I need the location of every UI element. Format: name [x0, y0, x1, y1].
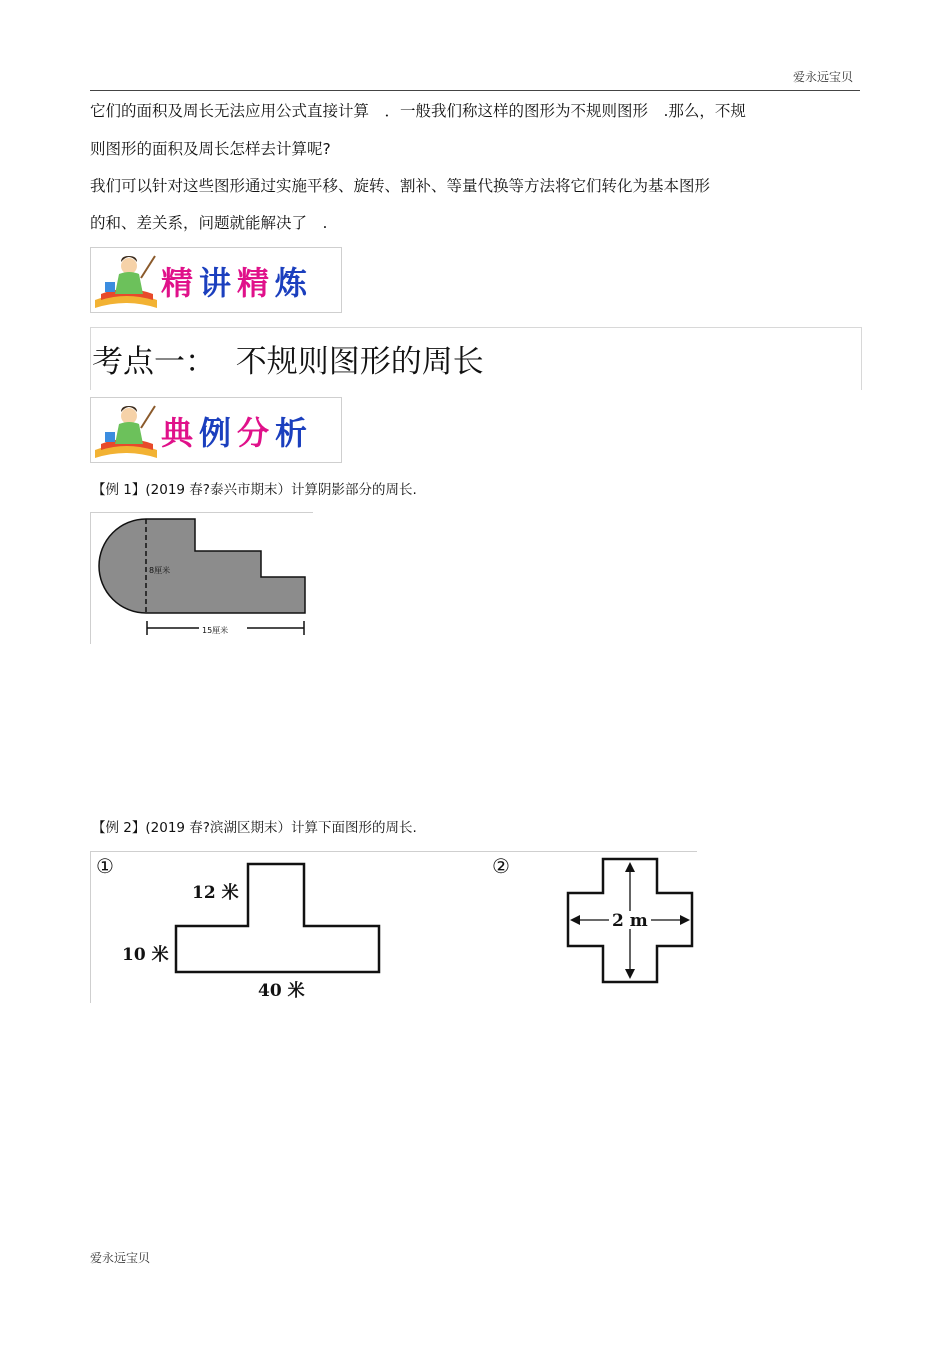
teacher-illustration — [91, 248, 161, 312]
banner-char-3: 分 — [237, 414, 276, 452]
figure-b-number: ② — [492, 854, 510, 878]
banner-title — [161, 258, 313, 304]
section-title: 考点一： 不规则图形的周长 — [92, 344, 484, 380]
figure-a-top-label: 12 米 — [192, 883, 239, 903]
example-2-text: 【例 2】(2019 春?滨湖区期末）计算下面图形的周长. — [92, 820, 417, 836]
banner-dianli — [90, 397, 342, 463]
intro-line-1: 它们的面积及周长无法应用公式直接计算 ．一般我们称这样的图形为不规则图形 .那么，不规 — [90, 102, 746, 120]
example-1-text: 【例 1】(2019 春?泰兴市期末）计算阴影部分的周长. — [92, 482, 417, 498]
intro-line-3: 我们可以针对这些图形通过实施平移、旋转、割补、等量代换等方法将它们转化为基本图形 — [90, 177, 711, 195]
width-label: 15厘米 — [202, 626, 229, 635]
example-2-figure — [90, 851, 697, 1003]
banner-char-1: 典 — [161, 414, 200, 452]
header-divider — [90, 90, 860, 91]
banner-char-1: 精 — [161, 264, 200, 302]
height-label: 8厘米 — [149, 566, 171, 575]
banner-char-4: 炼 — [275, 264, 314, 302]
figure-a-number: ① — [96, 854, 114, 878]
example-1-figure — [90, 512, 313, 644]
footer-brand: 爱永远宝贝 — [90, 1251, 151, 1265]
perimeter-shapes-diagram — [91, 852, 697, 1003]
teacher-illustration — [91, 398, 161, 462]
shaded-shape-diagram — [91, 513, 313, 644]
banner-char-3: 精 — [237, 264, 276, 302]
figure-a-bottom-label: 40 米 — [258, 981, 305, 1001]
figure-a-left-label: 10 米 — [122, 945, 169, 965]
banner-char-2: 例 — [199, 414, 238, 452]
intro-line-2: 则图形的面积及周长怎样去计算呢? — [90, 140, 331, 158]
banner-title — [161, 408, 313, 454]
intro-line-4: 的和、差关系，问题就能解决了 . — [90, 214, 328, 232]
header-brand: 爱永远宝贝 — [792, 70, 853, 84]
banner-char-4: 析 — [275, 414, 314, 452]
figure-b-center-label: 2 m — [612, 911, 648, 931]
banner-char-2: 讲 — [199, 264, 238, 302]
banner-jingjiang — [90, 247, 342, 313]
